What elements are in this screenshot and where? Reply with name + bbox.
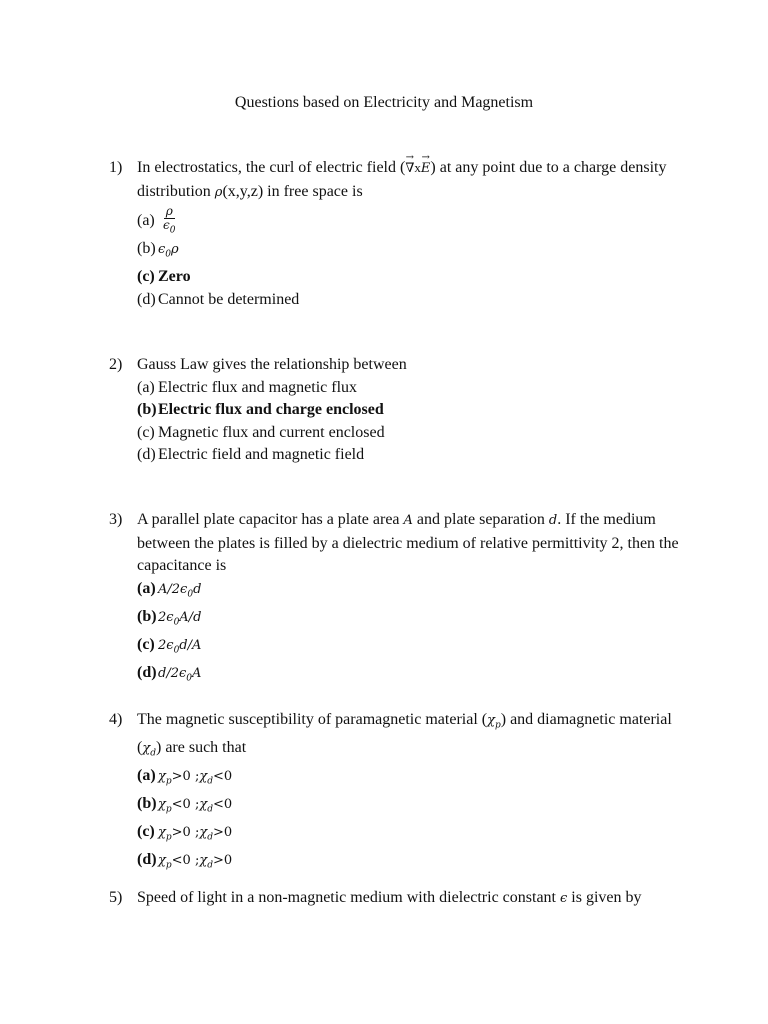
option-b: (b) $\epsilon_0\rho$ (137, 240, 179, 260)
question-2 (109, 354, 679, 467)
option-a: (a) $\chi_p$ >0 ; $\chi_d$ <0 (137, 767, 233, 787)
option-c: (c) Magnetic flux and current enclosed (137, 423, 385, 441)
options-list (137, 377, 679, 467)
option-d: (d) Electric field and magnetic field (137, 446, 365, 463)
option-b: (b) $2\epsilon_0A/d$ (137, 607, 202, 628)
question-number: 1) (109, 159, 123, 176)
option-c: (c) $2\epsilon_0d/A$ (137, 635, 202, 656)
nabla-vector: → ∇ (405, 161, 414, 176)
question-4 (109, 709, 679, 878)
option-d: (d) $\chi_p$ <0 ; $\chi_d$ >0 (137, 851, 233, 872)
question-text: In electrostatics, the curl of electric field (→ ∇x→ E) at any point due to a charge density distribution ρ(x,y,z) in free space is (137, 157, 679, 204)
rho-symbol: ρ (214, 184, 223, 200)
option-a: (a) $\frac{\rho}{\epsilon_0}$ (137, 203, 176, 236)
question-3 (109, 509, 679, 690)
question-text: The magnetic susceptibility of paramagnetic material $(\chi_p)$ and diamagnetic material $(\chi_d)$ are such that (137, 711, 672, 759)
option-a: (a) Electric flux and magnetic flux (137, 378, 358, 396)
option-d: (d) Cannot be determined (137, 290, 300, 308)
options-list (137, 204, 679, 311)
question-text: Speed of light in a non-magnetic medium with dielectric constant ϵ is given by (137, 889, 642, 906)
page-title: Questions based on Electricity and Magnetism (234, 94, 534, 111)
option-c: (c) Zero (137, 268, 191, 286)
question-1 (109, 157, 679, 311)
question-5 (109, 887, 679, 911)
options-list (137, 765, 679, 877)
option-c: (c) $\chi_p$ >0 ; $\chi_d$ >0 (137, 823, 233, 843)
question-number: 3) (109, 511, 123, 528)
question-number: 4) (109, 711, 123, 728)
electric-field-vector: → E (421, 161, 431, 176)
option-a: (a) $A/2\epsilon_0d$ (137, 579, 202, 600)
question-number: 5) (109, 889, 123, 906)
option-b: (b) Electric flux and charge enclosed (137, 401, 384, 418)
fraction-rho-over-eps0: $\frac{\rho}{\epsilon_0}$ (163, 203, 176, 236)
question-text: Gauss Law gives the relationship between (137, 356, 407, 373)
option-b: (b) $\chi_p$ <0 ; $\chi_d$ <0 (137, 795, 233, 815)
options-list (137, 578, 679, 690)
question-text: A parallel plate capacitor has a plate area A and plate separation d. If the medium between the plates is filled by a dielectric medium of relative permittivity 2, then the capacitance is (137, 511, 679, 574)
option-d: (d) $d/2\epsilon_0A$ (137, 663, 202, 684)
question-number: 2) (109, 356, 123, 373)
